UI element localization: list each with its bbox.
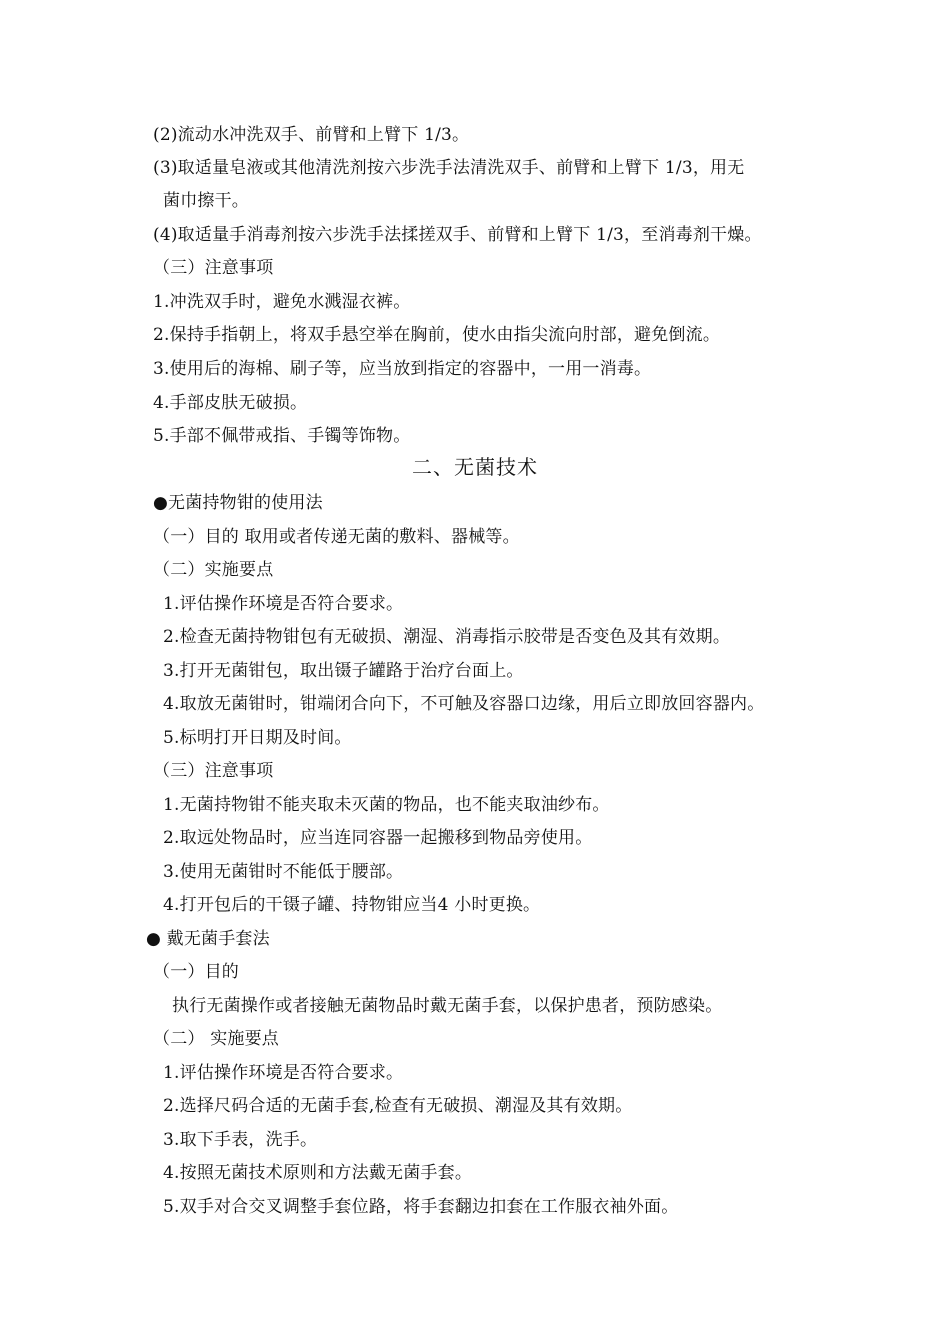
forceps-point-4: 4.取放无菌钳时，钳端闭合向下，不可触及容器口边缘，用后立即放回容器内。 xyxy=(163,694,765,714)
step-4: (4)取适量手消毒剂按六步洗手法揉搓双手、前臂和上臂下 1/3，至消毒剂干燥。 xyxy=(153,225,762,245)
forceps-point-3: 3.打开无菌钳包，取出镊子罐路于治疗台面上。 xyxy=(163,661,524,681)
forceps-point-1: 1.评估操作环境是否符合要求。 xyxy=(163,594,404,614)
step-3: (3)取适量皂液或其他清洗剂按六步洗手法清洗双手、前臂和上臂下 1/3，用无 xyxy=(153,158,745,178)
note-1-5: 5.手部不佩带戒指、手镯等饰物。 xyxy=(153,426,411,446)
note-1-4: 4.手部皮肤无破损。 xyxy=(153,393,308,413)
forceps-notes-heading: （三）注意事项 xyxy=(153,761,274,781)
forceps-points-heading: （二）实施要点 xyxy=(153,560,274,580)
notes-heading-1: （三）注意事项 xyxy=(153,258,274,278)
gloves-points-heading: （二） 实施要点 xyxy=(153,1029,280,1049)
note-1-1: 1.冲洗双手时，避免水溅湿衣裤。 xyxy=(153,292,411,312)
gloves-purpose-text: 执行无菌操作或者接触无菌物品时戴无菌手套，以保护患者，预防感染。 xyxy=(172,996,723,1016)
forceps-point-2: 2.检查无菌持物钳包有无破损、潮湿、消毒指示胶带是否变色及其有效期。 xyxy=(163,627,731,647)
note-1-2: 2.保持手指朝上，将双手悬空举在胸前，使水由指尖流向肘部，避免倒流。 xyxy=(153,325,721,345)
gloves-point-4: 4.按照无菌技术原则和方法戴无菌手套。 xyxy=(163,1163,473,1183)
forceps-note-1: 1.无菌持物钳不能夹取未灭菌的物品，也不能夹取油纱布。 xyxy=(163,795,610,815)
section-title: 二、无菌技术 xyxy=(412,455,538,479)
forceps-title: ●无菌持物钳的使用法 xyxy=(153,493,323,513)
step-2: (2)流动水冲洗双手、前臂和上臂下 1/3。 xyxy=(153,125,470,145)
gloves-purpose-heading: （一）目的 xyxy=(153,962,239,982)
note-1-3: 3.使用后的海棉、刷子等，应当放到指定的容器中，一用一消毒。 xyxy=(153,359,652,379)
forceps-purpose: （一）目的 取用或者传递无菌的敷料、器械等。 xyxy=(153,527,520,547)
forceps-point-5: 5.标明打开日期及时间。 xyxy=(163,728,352,748)
forceps-note-4: 4.打开包后的干镊子罐、持物钳应当4 小时更换。 xyxy=(163,895,541,915)
gloves-point-1: 1.评估操作环境是否符合要求。 xyxy=(163,1063,404,1083)
gloves-point-5: 5.双手对合交叉调整手套位路，将手套翻边扣套在工作服衣袖外面。 xyxy=(163,1197,679,1217)
forceps-note-3: 3.使用无菌钳时不能低于腰部。 xyxy=(163,862,404,882)
step-3-continued: 菌巾擦干。 xyxy=(163,191,249,211)
gloves-point-3: 3.取下手表，洗手。 xyxy=(163,1130,318,1150)
gloves-point-2: 2.选择尺码合适的无菌手套,检查有无破损、潮湿及其有效期。 xyxy=(163,1096,633,1116)
forceps-note-2: 2.取远处物品时，应当连同容器一起搬移到物品旁使用。 xyxy=(163,828,593,848)
gloves-title: ● 戴无菌手套法 xyxy=(146,929,270,949)
